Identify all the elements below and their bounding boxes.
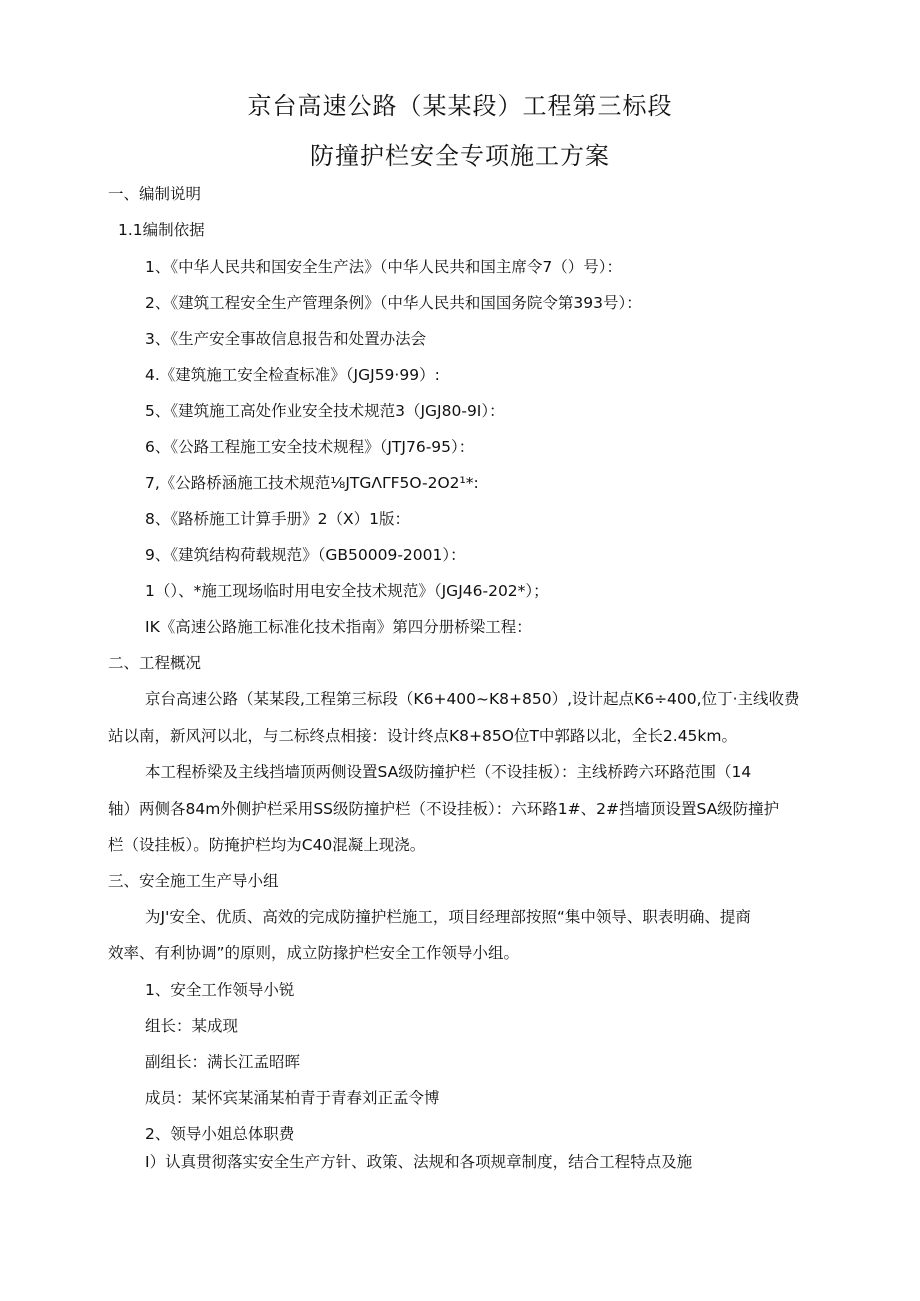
paragraph-line: 站以南，新风河以北，与二标终点相接：设计终点K8+85O位T中郭路以北，全长2.45km。 <box>108 727 737 745</box>
basis-item: 1、《中华人民共和国安全生产法》（中华人民共和国主席令7（）号）： <box>145 258 622 276</box>
paragraph-line: 轴）两侧各84m外侧护栏采用SS级防撞护栏（不设挂板）：六环路1#、2#挡墙顶设置SA级防撞护 <box>108 800 780 818</box>
section-1-1-heading: 1.1编制依据 <box>118 221 205 239</box>
basis-item: 7,《公路桥涵施工技术规范⅛JTGΛΓF5O-2O2¹*: <box>145 474 479 492</box>
group-vice-leader: 副组长：满长江孟昭晖 <box>145 1053 301 1071</box>
paragraph-line: 本工程桥梁及主线挡墙顶两侧设置SA级防撞护栏（不设挂板）：主线桥跨六环路范围（14 <box>145 763 752 781</box>
group-members: 成员：某怀宾某涌某柏青于青春刘正孟令博 <box>145 1089 440 1107</box>
subsection-1-heading: 1、安全工作领导小锐 <box>145 981 295 999</box>
section-2-heading: 二、工程概况 <box>108 654 202 672</box>
basis-item: 3、《生产安全事故信息报告和处置办法会 <box>145 330 427 348</box>
section-1-heading: 一、编制说明 <box>108 185 202 203</box>
basis-item: 1（）、*施工现场临时用电安全技术规范》（JGJ46-202*）； <box>145 582 549 600</box>
basis-item: 5、《建筑施工高处作业安全技术规范3（JGJ80-9I）： <box>145 402 505 420</box>
basis-item: IK《高速公路施工标准化技术指南》第四分册桥梁工程： <box>145 618 532 636</box>
basis-item: 2、《建筑工程安全生产管理条例》（中华人民共和国国务院令第393号）： <box>145 294 642 312</box>
basis-item: 4.《建筑施工安全检查标准》（JGJ59·99）: <box>145 366 440 384</box>
basis-item: 8、《路桥施工计算手册》2（X）1版： <box>145 510 410 528</box>
group-leader: 组长：某成现 <box>145 1017 239 1035</box>
basis-item: 6、《公路工程施工安全技术规程》（JTJ76-95）： <box>145 438 475 456</box>
paragraph-line: 栏（设挂板）。防掩护栏均为C40混凝上现浇。 <box>108 836 426 854</box>
subsection-2-heading: 2、领导小姐总体职费 <box>145 1125 295 1143</box>
document-title-line-1: 京台高速公路（某某段）工程第三标段 <box>247 92 673 120</box>
document-title-line-2: 防撞护栏安全专项施工方案 <box>310 142 610 170</box>
section-3-heading: 三、安全施工生产导小组 <box>108 872 279 890</box>
paragraph-line: 效率、有利协调”的原则，成立防掾护栏安全工作领导小组。 <box>108 944 520 962</box>
basis-item: 9、《建筑结构荷载规范》（GB50009-2001）： <box>145 546 466 564</box>
duty-item: I）认真贯彻落实安全生产方针、政策、法规和各项规章制度，结合工程特点及施 <box>145 1153 693 1171</box>
paragraph-line: 为J'安全、优质、高效的完成防撞护栏施工，项目经理部按照“集中领导、职表明确、提商 <box>145 908 751 926</box>
paragraph-line: 京台高速公路（某某段,工程第三标段（K6+400~K8+850）,设计起点K6÷400,位丁·主线收费 <box>145 690 800 708</box>
